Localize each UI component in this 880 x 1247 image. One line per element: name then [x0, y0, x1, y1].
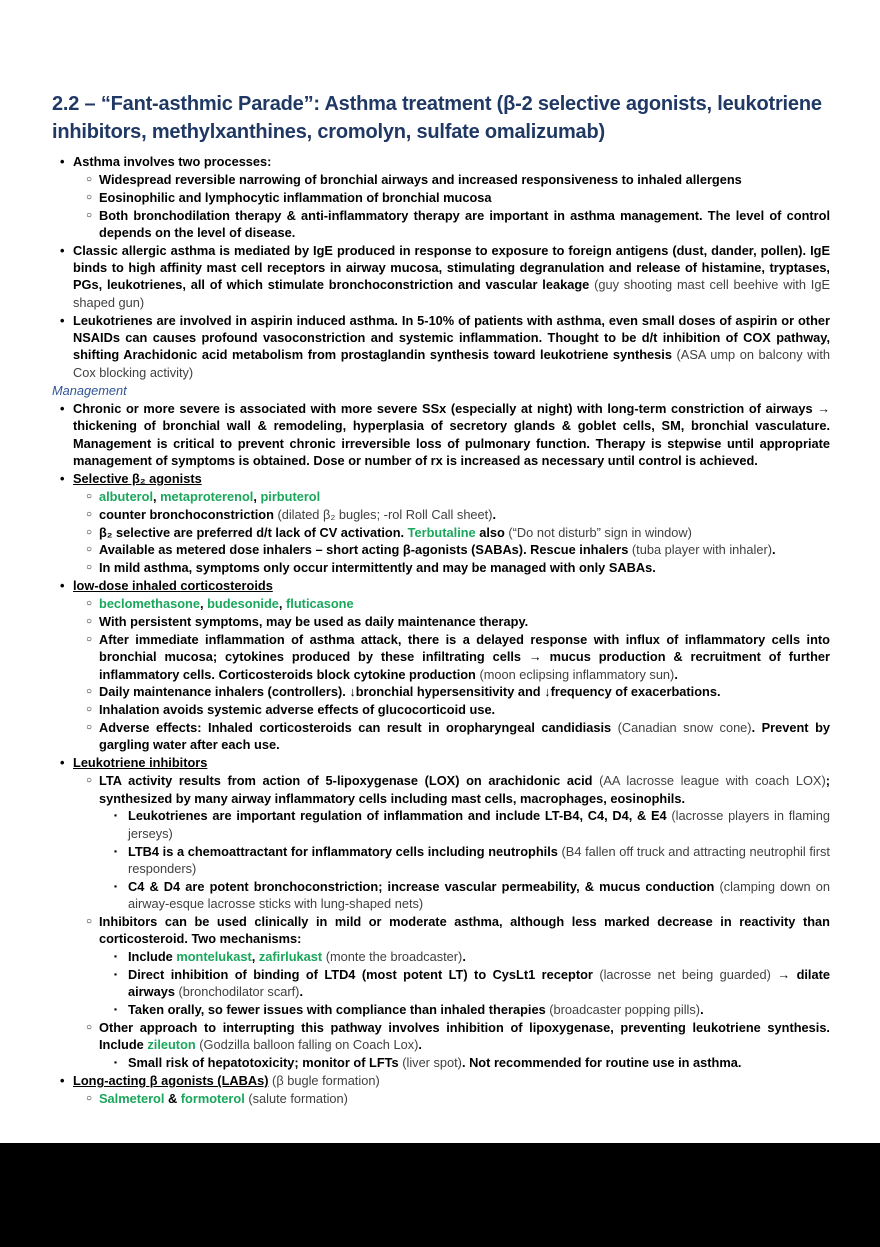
bullet-item-l2 — [86, 631, 830, 683]
bullet-marker: ○ — [86, 508, 93, 520]
bullet-text: low-dose inhaled corticosteroids — [73, 578, 273, 594]
bullet-text: LTA activity results from action of 5-lipoxygenase (LOX) on arachidonic acid (AA lacrosse league with coach LOX); synthesized by many airway inflammatory cells including mast cells, macrophages, eosinophils. — [99, 773, 830, 806]
bullet-marker: ○ — [86, 686, 93, 698]
bullet-marker: • — [60, 470, 65, 486]
bullet-text: Adverse effects: Inhaled corticosteroids can result in oropharyngeal candidiasis (Canadian snow cone). Prevent by gargling water after each use. — [99, 720, 830, 753]
bullet-text: Daily maintenance inhalers (controllers). ↓bronchial hypersensitivity and ↓frequency of exacerbations. — [99, 684, 721, 700]
bullet-marker: • — [60, 154, 65, 169]
bullet-text: Asthma involves two processes: — [73, 154, 272, 169]
bullet-text: Other approach to interrupting this pathway involves inhibition of lipoxygenase, preventing leukotriene synthesis. Include zileuton (Godzilla balloon falling on Coach Lox). — [99, 1020, 830, 1053]
bullet-marker: ○ — [86, 1022, 93, 1034]
bullet-item-l2 — [86, 683, 830, 700]
bullet-marker: • — [60, 242, 65, 258]
bullet-text: Chronic or more severe is associated with more severe SSx (especially at night) with long-term constriction of airways → thickening of bronchial wall & remodeling, hyperplasia of secretory glands & goblet cells, SM, bronchial vasculature. Management is critical to prevent chronic irreversible loss of pulmonary function. Therapy is stepwise until appropriate management of symptoms is obtained. Dose or number of rx is increased as necessary until control is achieved. — [73, 401, 830, 469]
bullet-item-l2 — [86, 913, 830, 948]
bullet-item-l2 — [86, 506, 830, 523]
bullet-text: LTB4 is a chemoattractant for inflammatory cells including neutrophils (B4 fallen off truck and attracting neutrophil first responders) — [128, 843, 830, 876]
bullet-marker: • — [60, 755, 65, 771]
bullet-marker: ▪ — [114, 845, 118, 856]
bullet-marker: • — [60, 401, 65, 417]
bullet-text: In mild asthma, symptoms only occur intermittently and may be managed with only SABAs. — [99, 560, 656, 576]
bullet-marker: ○ — [86, 616, 93, 628]
bullet-marker: ○ — [86, 209, 93, 221]
bullet-text: Small risk of hepatotoxicity; monitor of LFTs (liver spot). Not recommended for routine use in asthma. — [128, 1055, 742, 1071]
bullet-marker: ○ — [86, 526, 93, 538]
bullet-item-l2 — [86, 541, 830, 558]
bullet-item-l3 — [114, 807, 830, 842]
bullet-text: Leukotrienes are important regulation of inflammation and include LT-B4, C4, D4, & E4 (lacrosse players in flaming jerseys) — [128, 808, 831, 841]
bullet-marker: ○ — [86, 633, 93, 645]
bullet-text: Inhibitors can be used clinically in mild or moderate asthma, although less marked decrease in reactivity than corticosteroid. Two mechanisms: — [99, 914, 830, 947]
bullet-text: counter bronchoconstriction (dilated β₂ bugles; -rol Roll Call sheet). — [99, 506, 497, 522]
bullet-item-l1 — [60, 400, 830, 469]
bullet-marker: ○ — [86, 722, 93, 734]
bullet-item-l2 — [86, 207, 830, 242]
bullet-marker: ○ — [86, 775, 93, 787]
bullet-item-l2 — [86, 772, 830, 807]
bullet-text: Inhalation avoids systemic adverse effects of glucocorticoid use. — [99, 702, 496, 718]
bullet-text: Direct inhibition of binding of LTD4 (most potent LT) to CysLt1 receptor (lacrosse net being guarded) → dilate airways (bronchodilator scarf). — [128, 967, 830, 1000]
bullet-marker: ▪ — [114, 880, 118, 891]
bullet-item-l1 — [60, 1072, 830, 1089]
bullet-item-l2 — [86, 1019, 830, 1054]
bullet-item-l3 — [114, 1054, 830, 1071]
bullet-text: Include montelukast, zafirlukast (monte the broadcaster). — [128, 949, 466, 965]
bullet-marker: ○ — [86, 544, 93, 556]
bullet-marker: ○ — [86, 191, 93, 203]
bullet-item-l1 — [60, 312, 830, 381]
bullet-text: Leukotrienes are involved in aspirin induced asthma. In 5-10% of patients with asthma, even small doses of aspirin or other NSAIDs can causes profound vasoconstriction and systemic inflammation. Thought to be d/t inhibition of COX pathway, shifting Arachidonic acid metabolism from prostaglandin synthesis toward leukotriene synthesis (ASA ump on balcony with Cox blocking activity) — [73, 312, 830, 380]
bullet-item-l1 — [60, 470, 830, 487]
bullet-item-l3 — [114, 1001, 830, 1018]
bullet-text: Both bronchodilation therapy & anti-inflammatory therapy are important in asthma management. The level of control depends on the level of disease. — [99, 207, 830, 240]
bullet-item-l2 — [86, 719, 830, 754]
bullet-item-l2 — [86, 171, 830, 188]
bullet-text: Eosinophilic and lymphocytic inflammation of bronchial mucosa — [99, 189, 492, 205]
bullet-marker: ○ — [86, 916, 93, 928]
bullet-marker: • — [60, 578, 65, 594]
bullet-marker: ▪ — [114, 1004, 118, 1015]
page-title: 2.2 – “Fant-asthmic Parade”: Asthma treatment (β-2 selective agonists, leukotriene inhibitors, methylxanthines, cromolyn, sulfate omalizumab) — [52, 93, 822, 143]
bullet-text: With persistent symptoms, may be used as daily maintenance therapy. — [99, 614, 529, 630]
bullet-item-l2 — [86, 701, 830, 718]
bullet-text: Available as metered dose inhalers – short acting β-agonists (SABAs). Rescue inhalers (tuba player with inhaler). — [99, 542, 776, 558]
bullet-item-l1 — [60, 153, 830, 170]
bullet-item-l2 — [86, 524, 830, 541]
bullet-item-l2 — [86, 189, 830, 206]
bullet-marker: ○ — [86, 598, 93, 610]
bullet-text: β₂ selective are preferred d/t lack of CV activation. Terbutaline also (“Do not disturb” sign in window) — [99, 524, 692, 540]
bullet-marker: ○ — [86, 490, 93, 502]
bullet-text: Taken orally, so fewer issues with compliance than inhaled therapies (broadcaster popping pills). — [128, 1002, 704, 1018]
bullet-marker: ○ — [86, 1093, 93, 1105]
bullet-text: Leukotriene inhibitors — [73, 755, 208, 771]
bullet-marker: ○ — [86, 562, 93, 574]
bullet-item-l2 — [86, 595, 830, 612]
bullet-marker: ▪ — [114, 1057, 118, 1068]
bullet-marker: ▪ — [114, 951, 118, 962]
bullet-marker: ▪ — [114, 969, 118, 980]
bullet-item-l3 — [114, 948, 830, 965]
bullet-marker: • — [60, 312, 65, 328]
bullet-text: Long-acting β agonists (LABAs) (β bugle formation) — [73, 1073, 380, 1089]
bullet-text: albuterol, metaproterenol, pirbuterol — [99, 488, 321, 504]
bullet-text: C4 & D4 are potent bronchoconstriction; increase vascular permeability, & mucus conduction (clamping down on airway-esque lacrosse sticks with lung-shaped nets) — [128, 878, 830, 912]
bullet-marker: • — [60, 1073, 65, 1089]
bullet-text: Selective β₂ agonists — [73, 470, 202, 486]
bullet-marker: ▪ — [114, 810, 118, 821]
bullet-text: Widespread reversible narrowing of bronchial airways and increased responsiveness to inhaled allergens — [99, 171, 742, 187]
bullet-marker: ○ — [86, 173, 93, 185]
bullet-text: beclomethasone, budesonide, fluticasone — [99, 596, 354, 612]
bullet-item-l2 — [86, 488, 830, 505]
document-body — [52, 153, 830, 1107]
bullet-marker: ○ — [86, 704, 93, 716]
bullet-item-l1 — [60, 754, 830, 771]
bullet-item-l2 — [86, 1090, 830, 1107]
bullet-text: Classic allergic asthma is mediated by IgE produced in response to exposure to foreign antigens (dust, dander, pollen). IgE binds to high affinity mast cell receptors in airway mucosa, stimulating degranulation and release of histamine, tryptases, PGs, leukotrienes, all of which stimulate bronchoconstriction and vascular leakage (guy shooting mast cell beehive with IgE shaped gun) — [73, 242, 830, 310]
footer-black-bar — [0, 1143, 880, 1247]
bullet-item-l3 — [114, 966, 830, 1001]
bullet-item-l1 — [60, 577, 830, 594]
bullet-item-l2 — [86, 613, 830, 630]
bullet-item-l2 — [86, 559, 830, 576]
section-heading: Management — [52, 382, 127, 398]
bullet-item-l3 — [114, 878, 830, 913]
bullet-item-l1 — [60, 242, 830, 311]
bullet-text: After immediate inflammation of asthma attack, there is a delayed response with influx of inflammatory cells into bronchial mucosa; cytokines produced by these infiltrating cells → mucus production & recruitment of further inflammatory cells. Corticosteroids block cytokine production (moon eclipsing inflammatory sun). — [99, 631, 830, 682]
bullet-item-l3 — [114, 843, 830, 878]
bullet-text: Salmeterol & formoterol (salute formation) — [99, 1091, 348, 1107]
